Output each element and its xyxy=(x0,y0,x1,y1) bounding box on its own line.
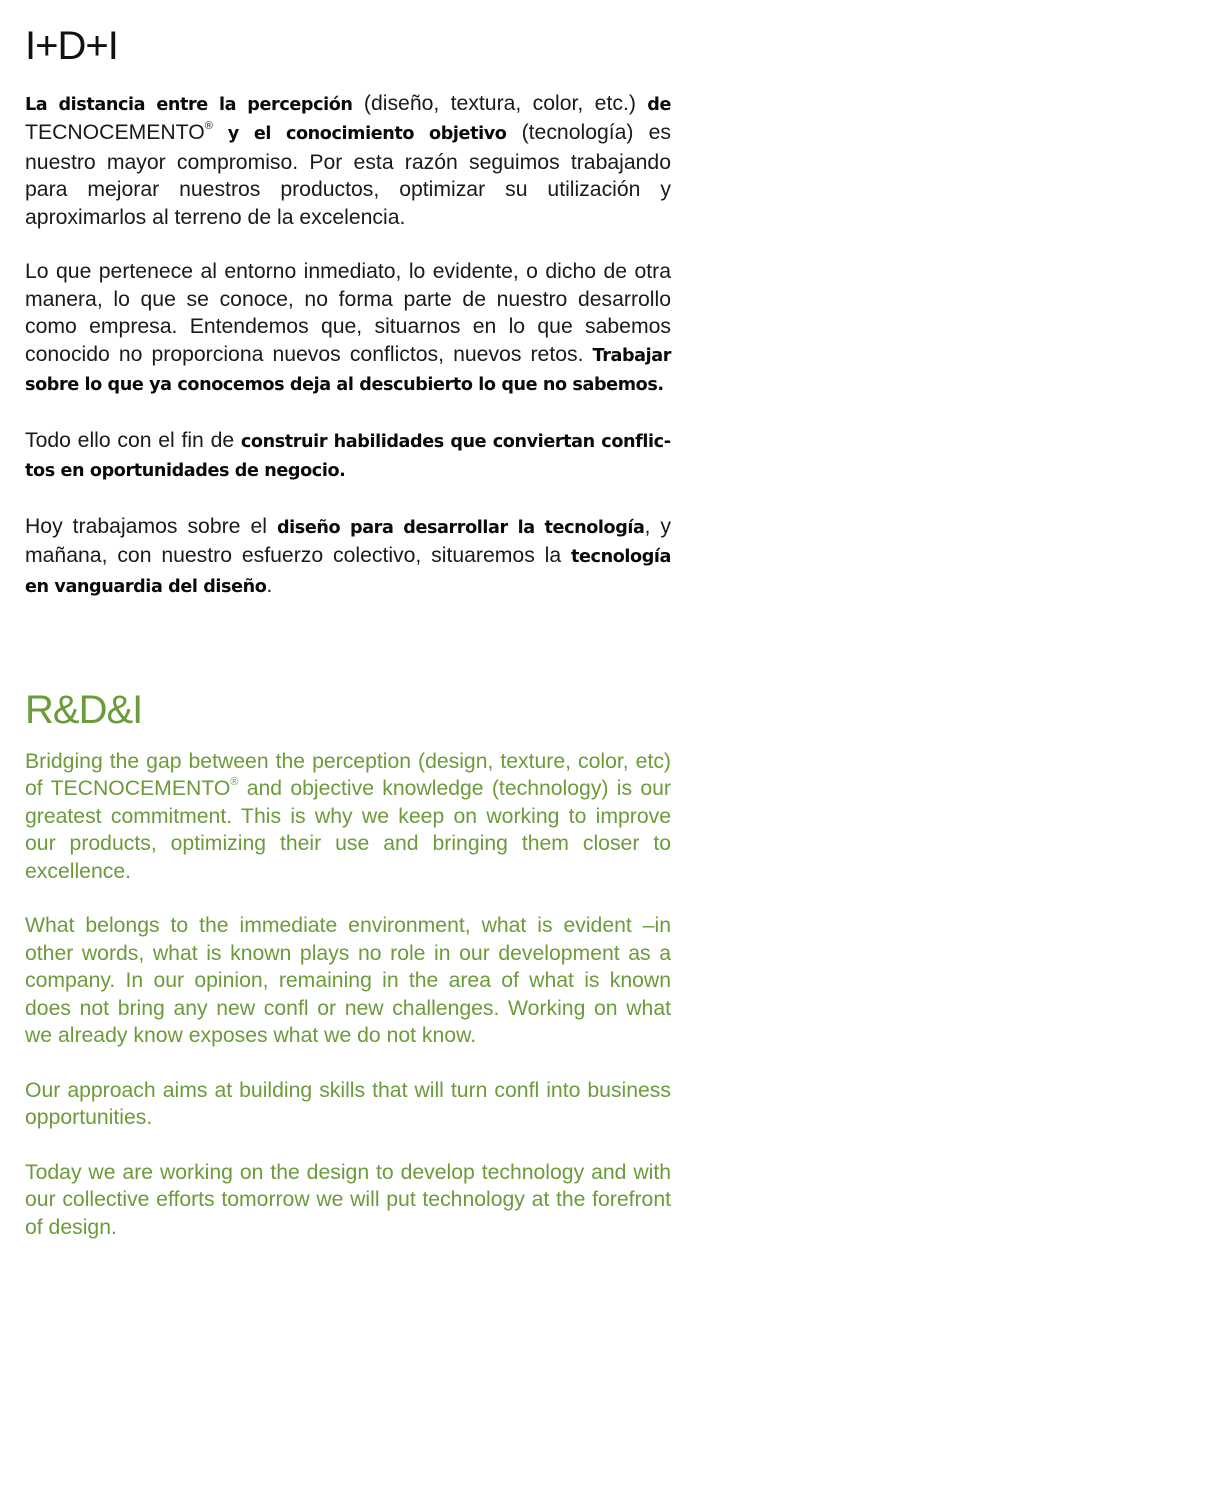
text-run: . xyxy=(266,573,273,597)
bold-phrase: y el conocimiento objetivo xyxy=(212,124,507,145)
bold-phrase: construir habilidades que conviertan conflictos en oportunidades de negocio. xyxy=(25,431,671,482)
bold-phrase: La distancia entre la percepción xyxy=(25,95,353,115)
bold-phrase: diseño para desarrollar la tecnología xyxy=(276,518,645,539)
text-run: Hoy trabajamos sobre el xyxy=(25,515,277,539)
bold-phrase: tecnología en vanguardia del diseño xyxy=(25,547,671,597)
registered-mark: ® xyxy=(204,120,213,133)
brand-name: TECNOCEMENTO xyxy=(25,121,205,145)
text-run: (tecnología) es nuestro mayor compromiso. Por esta razón seguimos trabajando para mejorar nuestros productos, optimizar su utilización y aproximarlos al terreno de la excelencia. xyxy=(25,121,671,229)
spanish-paragraph-1 xyxy=(25,90,671,231)
registered-mark: ® xyxy=(230,776,239,789)
bold-phrase: Trabajar sobre lo que ya conocemos deja al descubierto lo que no sabemos. xyxy=(25,345,671,396)
english-section-body xyxy=(25,748,671,1269)
spanish-section-title: I+D+I xyxy=(25,24,118,68)
english-paragraph-1 xyxy=(25,748,671,885)
spanish-section-body xyxy=(25,90,671,629)
spanish-paragraph-2 xyxy=(25,258,671,399)
english-paragraph-3: Our approach aims at building skills that will turn confl into business opportunities. xyxy=(25,1078,671,1130)
text-run: Bridging the gap between the perception (design, texture, color, etc) of TECNOCEMENTO xyxy=(25,750,671,801)
spanish-paragraph-4 xyxy=(25,513,671,601)
text-run: Todo ello con el fin de xyxy=(25,428,241,452)
english-paragraph-2: What belongs to the immediate environment, what is evident –in other words, what is known plays no role in our development as a company. In our opinion, remaining in the area of what is known does not bring any new confl or new challenges. Working on what we already know exposes what we do not know. xyxy=(25,914,671,1048)
text-run: , y mañana, con nuestro esfuerzo colectivo, situaremos la xyxy=(25,515,671,568)
bold-phrase: de xyxy=(647,95,671,115)
english-section-title: R&D&I xyxy=(25,688,143,732)
text-run: (diseño, textura, color, etc.) xyxy=(352,92,648,115)
spanish-paragraph-3 xyxy=(25,427,671,486)
english-paragraph-4: Today we are working on the design to develop technology and with our collective efforts tomorrow we will put technology at the forefront of design. xyxy=(25,1161,671,1239)
text-run: Lo que pertenece al entorno inmediato, lo evidente, o dicho de otra manera, lo que se conoce, no forma parte de nuestro desarrollo como empresa. Entendemos que, situarnos en lo que sabemos conocido no proporciona nuevos conflictos, nuevos retos. xyxy=(25,260,671,366)
text-run: and objective knowledge (technology) is our greatest commitment. This is why we keep on working to improve our products, optimizing their use and bringing them closer to excellence. xyxy=(25,777,671,883)
